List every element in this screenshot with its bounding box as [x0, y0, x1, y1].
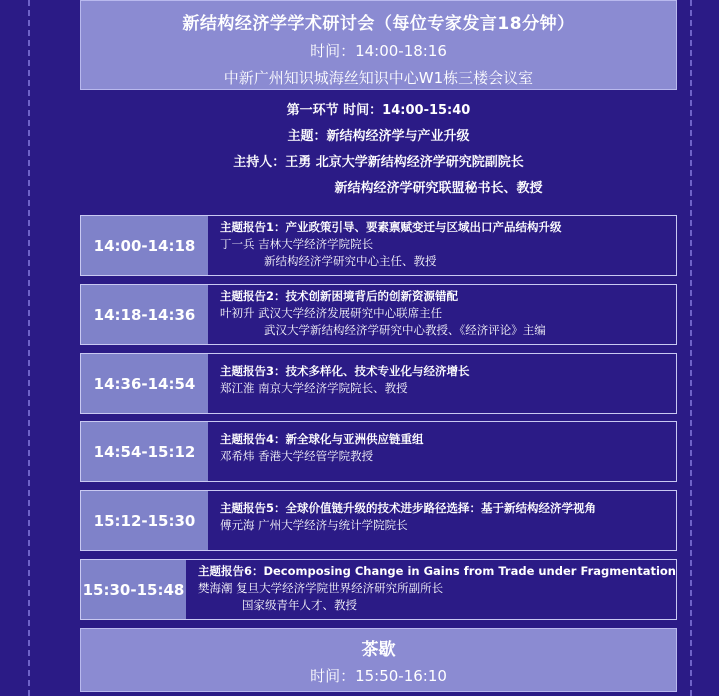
talk-speaker-extra: 武汉大学新结构经济学研究中心教授、《经济评论》主编: [264, 323, 546, 337]
talk-slot: [80, 353, 677, 414]
talk-details: [208, 422, 676, 481]
talk-details: [208, 491, 676, 550]
talk-speaker-extra: 国家级青年人才、教授: [241, 598, 357, 612]
talk-slot: [80, 421, 677, 482]
tea-break-time: 时间：15:50-16:10: [310, 667, 447, 685]
event-venue: 中新广州知识城海丝知识中心W1栋三楼会议室: [223, 69, 534, 87]
session-label: 第一环节 时间：14:00-15:40: [286, 103, 471, 118]
session-theme: 主题：新结构经济学与产业升级: [287, 129, 470, 144]
frame-line-right: [690, 0, 692, 696]
talk-time: 14:00-14:18: [81, 216, 208, 275]
talk-speaker-extra: 新结构经济学研究中心主任、教授: [264, 254, 437, 268]
event-header: [80, 0, 677, 90]
event-time: 时间：14:00-18:16: [310, 42, 447, 60]
frame-line-left: [28, 0, 30, 696]
talk-time: 14:18-14:36: [81, 285, 208, 344]
talk-speaker: 丁一兵 吉林大学经济学院院长: [220, 237, 374, 251]
tea-break-title: 茶歇: [361, 640, 396, 660]
session-info: [80, 98, 677, 202]
talk-speaker: 樊海潮 复旦大学经济学院世界经济研究所副所长: [197, 581, 444, 595]
talk-time: 15:30-15:48: [81, 560, 186, 619]
talk-time: 14:36-14:54: [81, 354, 208, 413]
talk-title: 主题报告5：全球价值链升级的技术进步路径选择：基于新结构经济学视角: [220, 501, 596, 515]
talk-title: 主题报告1：产业政策引导、要素禀赋变迁与区域出口产品结构升级: [220, 220, 562, 234]
talk-title: 主题报告3：技术多样化、技术专业化与经济增长: [220, 364, 470, 378]
talk-title: 主题报告4：新全球化与亚洲供应链重组: [220, 432, 424, 446]
talk-details: [186, 560, 676, 619]
talk-time: 14:54-15:12: [81, 422, 208, 481]
talk-slot: [80, 215, 677, 276]
talk-speaker: 郑江淮 南京大学经济学院院长、教授: [220, 381, 408, 395]
talk-slot: [80, 284, 677, 345]
tea-break: [80, 628, 677, 692]
talk-details: [208, 216, 676, 275]
talk-slot: [80, 490, 677, 551]
talk-details: [208, 354, 676, 413]
talk-speaker: 邓希炜 香港大学经管学院教授: [220, 449, 374, 463]
session-host-title: 新结构经济学研究联盟秘书长、教授: [334, 181, 543, 196]
event-title: 新结构经济学学术研讨会（每位专家发言18分钟）: [182, 14, 575, 34]
talk-slot: [80, 559, 677, 620]
talk-speaker: 傅元海 广州大学经济与统计学院院长: [220, 518, 408, 532]
talk-title: 主题报告6：Decomposing Change in Gains from Trade under Fragmentation: [197, 564, 676, 578]
talk-title: 主题报告2：技术创新困境背后的创新资源错配: [220, 289, 458, 303]
talk-speaker: 叶初升 武汉大学经济发展研究中心联席主任: [220, 306, 443, 320]
session-host: 主持人：王勇 北京大学新结构经济学研究院副院长: [233, 155, 524, 170]
talk-time: 15:12-15:30: [81, 491, 208, 550]
talk-details: [208, 285, 676, 344]
